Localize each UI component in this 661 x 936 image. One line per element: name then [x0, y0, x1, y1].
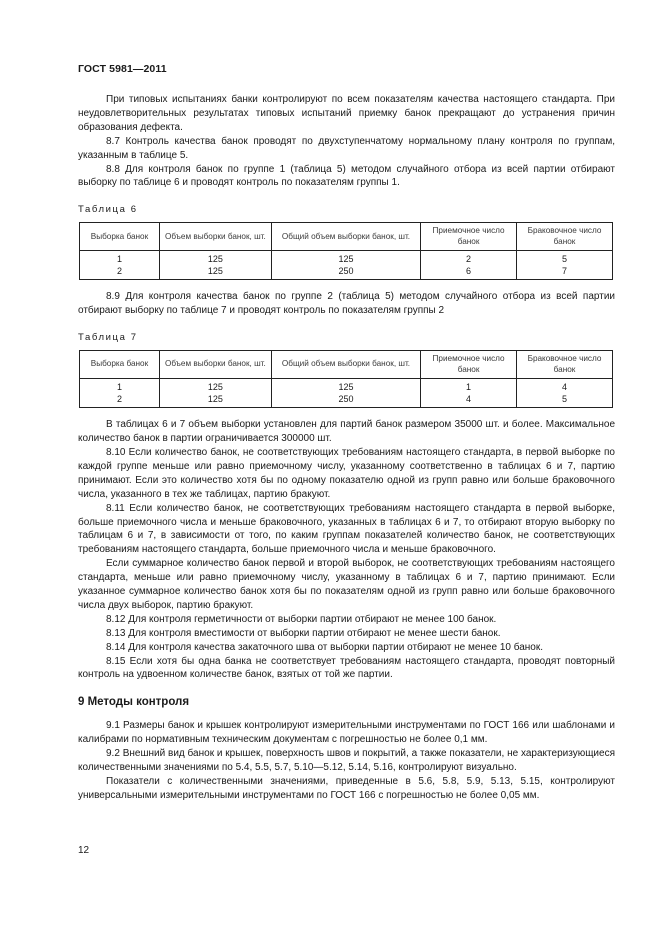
table-row [80, 251, 613, 266]
table-row [80, 266, 613, 280]
table6-cell: 6 [421, 266, 517, 280]
paragraph-8-15: 8.15 Если хотя бы одна банка не соответствует требованиям настоящего стандарта, проводят повторный контроль на удвоенном количестве банок, взятых от той же партии. [78, 655, 615, 681]
table6-cell: 7 [517, 266, 613, 280]
paragraph-8-8: 8.8 Для контроля банок по группе 1 (таблица 5) методом случайного отбора из всей партии отбирают выборку по таблице 6 и проводят контроль по показателям группы 1. [78, 163, 615, 189]
table6-header-acceptance: Приемочное число банок [421, 223, 517, 251]
table7-cell: 5 [517, 394, 613, 408]
table7-cell: 4 [517, 379, 613, 394]
paragraph-8-7: 8.7 Контроль качества банок проводят по двухступенчатому нормальному плану контроля по группам, указанным в таблице 5. [78, 135, 615, 161]
table6-header-total-size: Общий объем выборки банок, шт. [271, 223, 420, 251]
table6-header-sample-size: Объем выборки банок, шт. [159, 223, 271, 251]
paragraph-9-2: 9.2 Внешний вид банок и крышек, поверхность швов и покрытий, а также показатели, не характеризующиеся количественными значениями по 5.4, 5.5, 5.7, 5.10—5.12, 5.14, 5.16, контролируют визуально. [78, 748, 615, 774]
table7-header-total-size: Общий объем выборки банок, шт. [271, 351, 420, 379]
paragraph-8-11: 8.11 Если количество банок, не соответствующих требованиям настоящего стандарта в первой выборке, больше приемочного числа и меньше браковочного, указанных в таблицах 6 и 7, то отбирают вторую выборку по таблицам 6 и 7, в зависимости от того, по каким группам показателей количество банок, не соответствующих требованиям настоящего стандарта, больше приемочного числа и меньше браковочного. [78, 502, 615, 556]
table7-header-sample: Выборка банок [80, 351, 160, 379]
paragraph-8-10: 8.10 Если количество банок, не соответствующих требованиям настоящего стандарта, в первой выборке по каждой группе меньше или равно приемочному числу, указанному соответственно в таблицах 6 и 7, партию принимают. Если это количество хотя бы по одному показателю одной из групп равно или больше браковочного числа, указанного в тех же таблицах, партию бракуют. [78, 446, 615, 500]
document-body [78, 93, 615, 803]
paragraph-8-12: 8.12 Для контроля герметичности от выборки партии отбирают не менее 100 банок. [106, 613, 497, 625]
paragraph-typical-tests: При типовых испытаниях банки контролируют по всем показателям качества настоящего стандарта. При неудовлетворительных результатах типовых испытаний приемку банок прекращают до устранения причин образования дефекта. [78, 94, 615, 133]
table7-cell: 125 [159, 394, 271, 408]
table6-cell: 5 [517, 251, 613, 266]
table6-caption: Таблица 6 [78, 204, 138, 216]
table7-header-sample-size: Объем выборки банок, шт. [159, 351, 271, 379]
table6-cell: 125 [271, 251, 420, 266]
table7-header-rejection: Браковочное число банок [517, 351, 613, 379]
table7-header-acceptance: Приемочное число банок [421, 351, 517, 379]
table7-cell: 2 [80, 394, 160, 408]
table6-cell: 2 [421, 251, 517, 266]
section-9-title: 9 Методы контроля [78, 696, 190, 709]
table6-cell: 125 [159, 251, 271, 266]
table7-cell: 1 [80, 379, 160, 394]
table7-cell: 4 [421, 394, 517, 408]
paragraph-9-2-quantitative: Показатели с количественными значениями, приведенные в 5.6, 5.8, 5.9, 5.13, 5.15, контролируют универсальными измерительными инструментами по ГОСТ 166 с погрешностью не более 0,05 мм. [78, 776, 615, 801]
paragraph-second-sample: Если суммарное количество банок первой и второй выборок, не соответствующих требованиям настоящего стандарта, меньше или равно приемочному числу, указанному в таблицах 6 и 7, партию принимают. Если указанное суммарное количество банок хотя бы по показателям одной из групп равно или больше браковочного числа двух выборок, партию бракуют. [78, 558, 615, 611]
table-row [80, 379, 613, 394]
table6-cell: 2 [80, 266, 160, 280]
paragraph-9-1: 9.1 Размеры банок и крышек контролируют измерительными инструментами по ГОСТ 166 или шаблонами и калибрами по нормативным техническим документам с погрешностью не более 0,1 мм. [78, 720, 615, 746]
paragraph-8-14: 8.14 Для контроля качества закаточного шва от выборки партии отбирают не менее 10 банок. [106, 641, 544, 653]
paragraph-sample-size-note: В таблицах 6 и 7 объем выборки установлен для партий банок размером 35000 шт. и более. Максимальное количество банок в партии ограничивается 300000 шт. [78, 419, 615, 445]
table-6 [79, 222, 613, 280]
table6-header-rejection: Браковочное число банок [517, 223, 613, 251]
table7-cell: 250 [271, 394, 420, 408]
page-number: 12 [78, 845, 90, 856]
document-header: ГОСТ 5981—2011 [78, 63, 167, 75]
table6-cell: 125 [159, 266, 271, 280]
table-7 [79, 350, 613, 408]
paragraph-8-13: 8.13 Для контроля вместимости от выборки партии отбирают не менее шести банок. [106, 627, 501, 639]
table7-caption: Таблица 7 [78, 332, 138, 344]
table6-cell: 250 [271, 266, 420, 280]
table7-cell: 125 [271, 379, 420, 394]
paragraph-8-9: 8.9 Для контроля качества банок по группе 2 (таблица 5) методом случайного отбора из всей партии отбирают выборку по таблице 7 и проводят контроль по показателям группы 2 [78, 291, 615, 317]
table-row [80, 394, 613, 408]
table6-header-sample: Выборка банок [80, 223, 160, 251]
table6-cell: 1 [80, 251, 160, 266]
table7-cell: 125 [159, 379, 271, 394]
table7-cell: 1 [421, 379, 517, 394]
